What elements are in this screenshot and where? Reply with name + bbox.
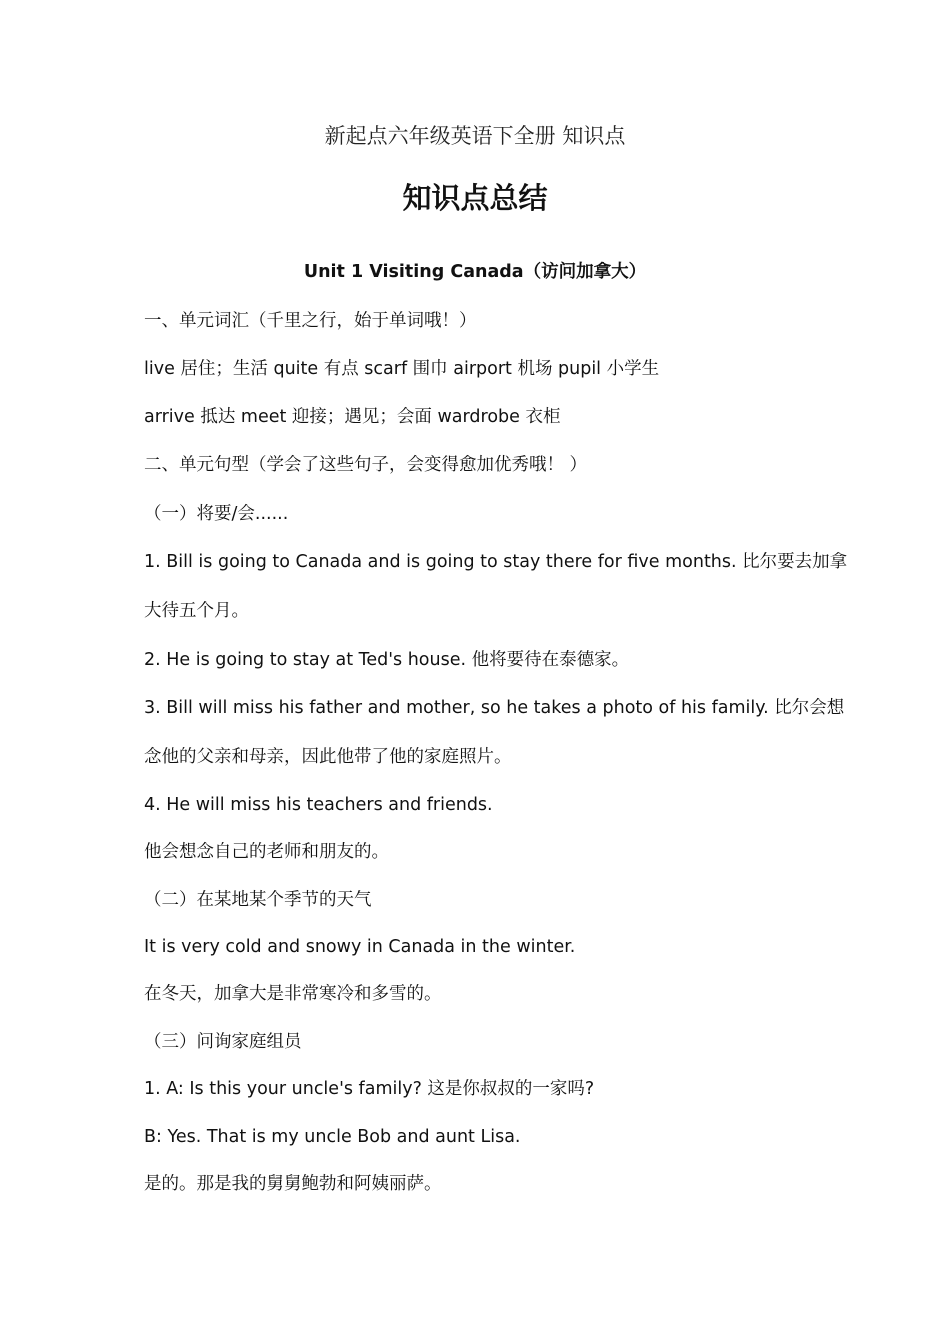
subsection-heading: （一）将要/会...... [144,504,289,524]
sentence-line: 他会想念自己的老师和朋友的。 [144,842,389,862]
sentence-line: 1. Bill is going to Canada and is going to stay there for five months. 比尔要去加拿 [144,552,848,572]
sentence-line: 1. A: Is this your uncle's family? 这是你叔叔的一家吗? [144,1079,595,1099]
sentence-line: B: Yes. That is my uncle Bob and aunt Lisa. [144,1127,521,1147]
subsection-heading: （三）问询家庭组员 [144,1032,302,1052]
sentence-line: 大待五个月。 [144,601,249,621]
sentence-line: It is very cold and snowy in Canada in the winter. [144,937,576,957]
sentence-line: 念他的父亲和母亲，因此他带了他的家庭照片。 [144,747,512,767]
sentence-line: 3. Bill will miss his father and mother, so he takes a photo of his family. 比尔会想 [144,698,845,718]
sentence-line: 在冬天，加拿大是非常寒冷和多雪的。 [144,984,442,1004]
sentence-line: 2. He is going to stay at Ted's house. 他将要待在泰德家。 [144,650,630,670]
sentence-line: 4. He will miss his teachers and friends. [144,795,493,815]
vocabulary-line: arrive 抵达 meet 迎接；遇见；会面 wardrobe 衣柜 [144,407,561,427]
section-heading-vocabulary: 一、单元词汇（千里之行，始于单词哦！） [144,311,477,331]
section-heading-sentences: 二、单元句型（学会了这些句子，会变得愈加优秀哦！ ） [144,455,588,475]
sentence-line: 是的。那是我的舅舅鲍勃和阿姨丽萨。 [144,1174,442,1194]
document-title: 新起点六年级英语下全册 知识点 [324,124,626,148]
subsection-heading: （二）在某地某个季节的天气 [144,890,372,910]
vocabulary-line: live 居住；生活 quite 有点 scarf 围巾 airport 机场 pupil 小学生 [144,359,660,379]
document-heading: 知识点总结 [402,181,548,215]
unit-title: Unit 1 Visiting Canada（访问加拿大） [303,262,647,282]
